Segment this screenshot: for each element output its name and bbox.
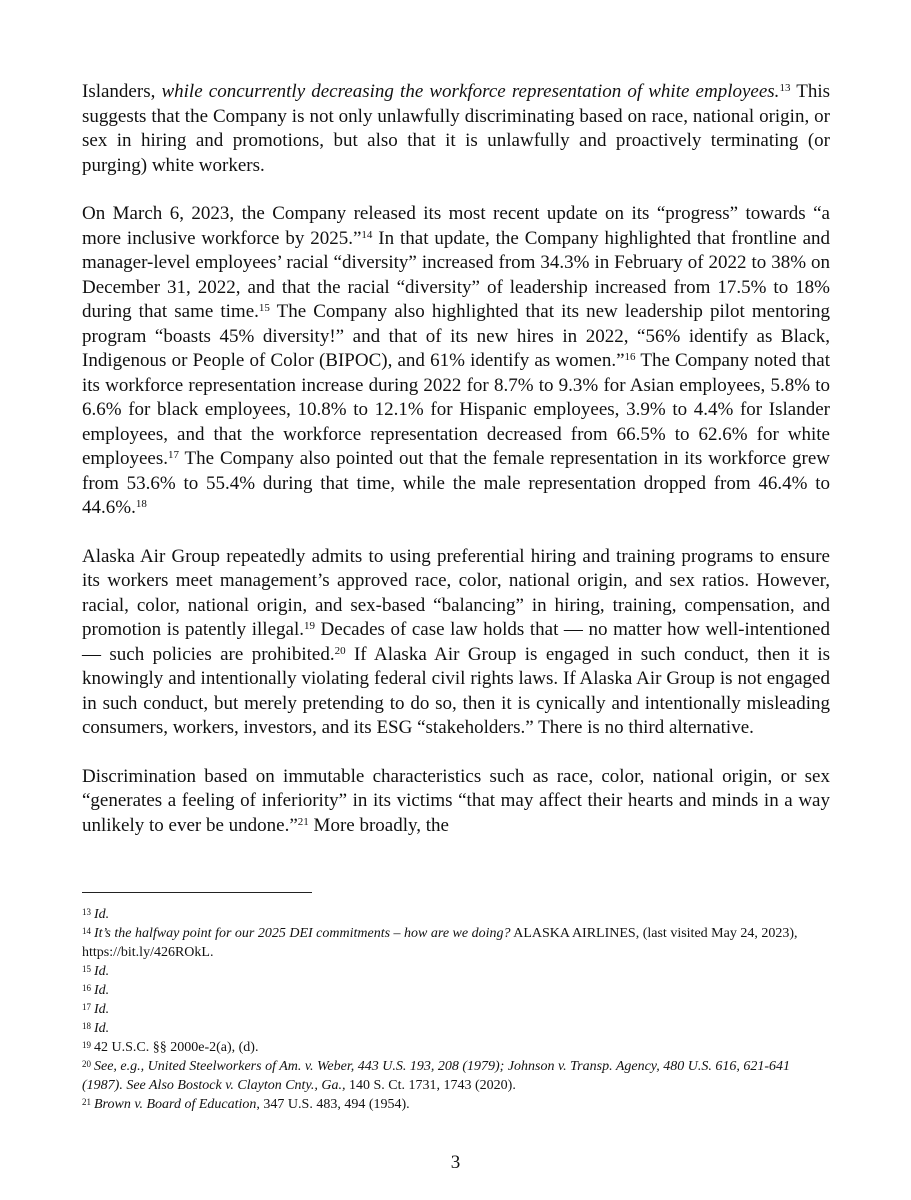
footnote-ref: 16 xyxy=(624,351,636,363)
footnote-ref: 20 xyxy=(334,644,346,657)
paragraph xyxy=(82,545,830,741)
italic-text: Id. xyxy=(94,983,110,998)
footnote-number: 19 xyxy=(82,1040,91,1050)
text-run: , 347 U.S. 483, 494 (1954). xyxy=(256,1097,410,1112)
footnote xyxy=(82,905,830,924)
footnote-number: 13 xyxy=(82,907,91,917)
footnote-ref: 15 xyxy=(258,302,270,314)
text-run: 140 S. Ct. 1731, 1743 (2020). xyxy=(345,1078,516,1093)
text-run: This suggests that the Company is not only unlawfully discriminating based on race, national origin, or sex in hiring and promotions, but also that it is unlawfully and proactively terminating (or purging) white workers. xyxy=(82,81,830,176)
paragraph xyxy=(82,202,830,521)
footnote xyxy=(82,924,830,962)
footnote-ref: 14 xyxy=(361,228,373,241)
italic-text: See, e.g., United Steelworkers of Am. v. Weber, 443 U.S. 193, 208 (1979); Johnson v. Transp. Agency, 480 U.S. 616, 621-641 (1987). See Also Bostock v. Clayton Cnty., Ga., xyxy=(82,1059,791,1093)
text-run: On March 6, 2023, the Company released its most recent update on its “progress” towards “a more inclusive workforce by 2025.” xyxy=(82,203,830,249)
italic-text: while concurrently decreasing the workforce representation of white employees. xyxy=(161,81,780,102)
text-run: If Alaska Air Group is engaged in such conduct, then it is knowingly and intentionally violating federal civil rights laws. If Alaska Air Group is not engaged in such conduct, but merely pretending to do so, then it is cynically and intentionally misleading consumers, workers, investors, and its ESG “stakeholders.” There is no third alternative. xyxy=(82,643,831,738)
italic-text: Id. xyxy=(94,907,110,922)
footnote-ref: 13 xyxy=(779,82,791,94)
footnote-number: 15 xyxy=(82,964,91,974)
text-run: In that update, the Company highlighted that frontline and manager-level employees’ racial “diversity” increased from 34.3% in February of 2022 to 38% on December 31, 2022, and that the racial “diversity” of leadership increased from 17.5% to 18% during that same time. xyxy=(82,227,830,322)
footnote xyxy=(82,1000,830,1019)
footnotes xyxy=(82,905,830,1114)
text-run: Discrimination based on immutable characteristics such as race, color, national origin, or sex “generates a feeling of inferiority” in its victims “that may affect their hearts and minds in a way unlikely to ever be undone.” xyxy=(82,765,830,836)
italic-text: It’s the halfway point for our 2025 DEI commitments – how are we doing? xyxy=(94,926,511,941)
paragraph xyxy=(82,80,830,178)
text-run: The Company also pointed out that the female representation in its workforce grew from 53.6% to 55.4% during that time, while the male representation dropped from 46.4% to 44.6%. xyxy=(82,448,830,518)
text-run: ALASKA AIRLINES, (last visited May 24, 2023), https://bit.ly/426ROkL. xyxy=(82,926,798,960)
footnote-number: 16 xyxy=(82,983,91,993)
footnote xyxy=(82,1019,830,1038)
page-number: 3 xyxy=(450,1152,461,1173)
text-run: Islanders, xyxy=(82,81,162,102)
footnote-number: 21 xyxy=(82,1097,91,1107)
footnote-separator xyxy=(82,892,312,893)
text-run: Decades of case law holds that — no matter how well-intentioned — such policies are prohibited. xyxy=(82,619,830,665)
footnote-number: 14 xyxy=(82,926,91,936)
footnote-number: 20 xyxy=(82,1059,91,1069)
footnote xyxy=(82,981,830,1000)
footnote xyxy=(82,1057,830,1095)
footnote xyxy=(82,962,830,981)
footnote-number: 17 xyxy=(82,1002,91,1012)
footnote-ref: 17 xyxy=(168,449,180,461)
text-run: The Company noted that its workforce representation increase during 2022 for 8.7% to 9.3% for Asian employees, 5.8% to 6.6% for black employees, 10.8% to 12.1% for Hispanic employees, 3.9% to 4.4% for Islander employees, and that the workforce representation decreased from 66.5% to 62.6% for white employees. xyxy=(82,350,830,469)
footnote-ref: 19 xyxy=(303,620,315,632)
footnote-ref: 18 xyxy=(135,498,147,510)
footnote xyxy=(82,1095,830,1114)
footnote xyxy=(82,1038,830,1057)
text-run: The Company also highlighted that its new leadership pilot mentoring program “boasts 45% diversity!” and that of its new hires in 2022, “56% identify as Black, Indigenous or People of Color (BIPOC), and 61% identify as women.” xyxy=(82,301,831,371)
paragraph xyxy=(82,765,830,839)
italic-text: Brown v. Board of Education xyxy=(94,1097,257,1112)
italic-text: Id. xyxy=(94,964,110,979)
text-run: Alaska Air Group repeatedly admits to using preferential hiring and training programs to ensure its workers meet management’s approved race, color, national origin, and sex ratios. However, racial, color, national origin, and sex-based “balancing” in hiring, training, compensation, and promotion is patently illegal. xyxy=(82,545,830,640)
body-text xyxy=(82,80,830,838)
text-run: More broadly, the xyxy=(308,814,449,836)
italic-text: Id. xyxy=(94,1021,110,1036)
text-run: 42 U.S.C. §§ 2000e-2(a), (d). xyxy=(94,1040,259,1055)
footnote-number: 18 xyxy=(82,1021,91,1031)
italic-text: Id. xyxy=(94,1002,110,1017)
footnote-ref: 21 xyxy=(297,815,309,828)
